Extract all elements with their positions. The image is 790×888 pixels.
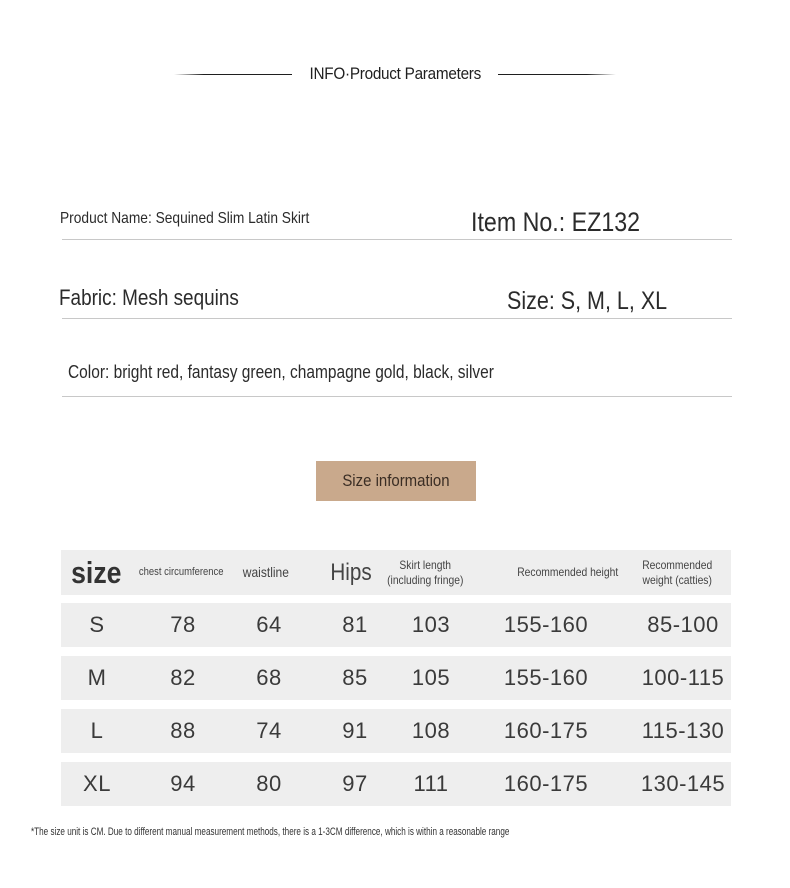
table-row [61, 656, 731, 700]
table-row [61, 762, 731, 806]
divider [62, 396, 732, 397]
cell-skirt-length: 111 [413, 771, 449, 796]
cell-chest: 82 [170, 665, 196, 690]
cell-weight: 115-130 [641, 718, 725, 743]
cell-weight: 100-115 [641, 665, 725, 690]
cell-height: 160-175 [503, 771, 589, 796]
cell-chest: 78 [170, 612, 196, 637]
item-no-label: Item No.: EZ132 [471, 207, 641, 237]
section-title: INFO·Product Parameters [309, 64, 481, 83]
table-row [61, 709, 731, 753]
cell-size: XL [83, 771, 111, 796]
cell-height: 160-175 [503, 718, 589, 743]
size-label: Size: S, M, L, XL [507, 287, 668, 315]
cell-hips: 97 [342, 771, 368, 796]
header-hips: Hips [330, 559, 372, 586]
cell-size: S [89, 612, 105, 637]
cell-skirt-length: 108 [411, 718, 451, 743]
header-size: size [71, 555, 122, 590]
header-chest: chest circumference [138, 566, 224, 578]
cell-waist: 68 [256, 665, 282, 690]
divider [62, 239, 732, 240]
cell-chest: 94 [170, 771, 196, 796]
cell-waist: 64 [256, 612, 282, 637]
header-skirt-length: Skirt length (including fringe) [387, 557, 464, 587]
header-waist: waistline [242, 564, 290, 580]
size-information-button[interactable] [316, 461, 476, 501]
cell-height: 155-160 [503, 612, 589, 637]
footnote: *The size unit is CM. Due to different manual measurement methods, there is a 1-3CM difference, which is within a reasonable range [31, 826, 510, 838]
cell-weight: 85-100 [647, 612, 719, 637]
header-weight: Recommended weight (catties) [641, 557, 712, 587]
cell-chest: 88 [170, 718, 196, 743]
cell-hips: 81 [342, 612, 368, 637]
header-rule-left [174, 74, 292, 75]
section-header [0, 60, 790, 88]
size-information-label: Size information [342, 471, 450, 490]
cell-size: L [90, 718, 104, 743]
product-name-label: Product Name: Sequined Slim Latin Skirt [60, 210, 310, 227]
table-header-row [61, 550, 731, 595]
cell-waist: 80 [256, 771, 282, 796]
cell-size: M [87, 665, 107, 690]
table-row [61, 603, 731, 647]
fabric-label: Fabric: Mesh sequins [59, 285, 239, 310]
cell-height: 155-160 [503, 665, 589, 690]
color-label: Color: bright red, fantasy green, champagne gold, black, silver [68, 362, 494, 382]
cell-weight: 130-145 [640, 771, 726, 796]
cell-skirt-length: 103 [411, 612, 451, 637]
header-height: Recommended height [517, 565, 619, 579]
cell-skirt-length: 105 [411, 665, 451, 690]
cell-waist: 74 [256, 718, 282, 743]
cell-hips: 85 [342, 665, 368, 690]
divider [62, 318, 732, 319]
header-rule-right [498, 74, 616, 75]
cell-hips: 91 [342, 718, 368, 743]
